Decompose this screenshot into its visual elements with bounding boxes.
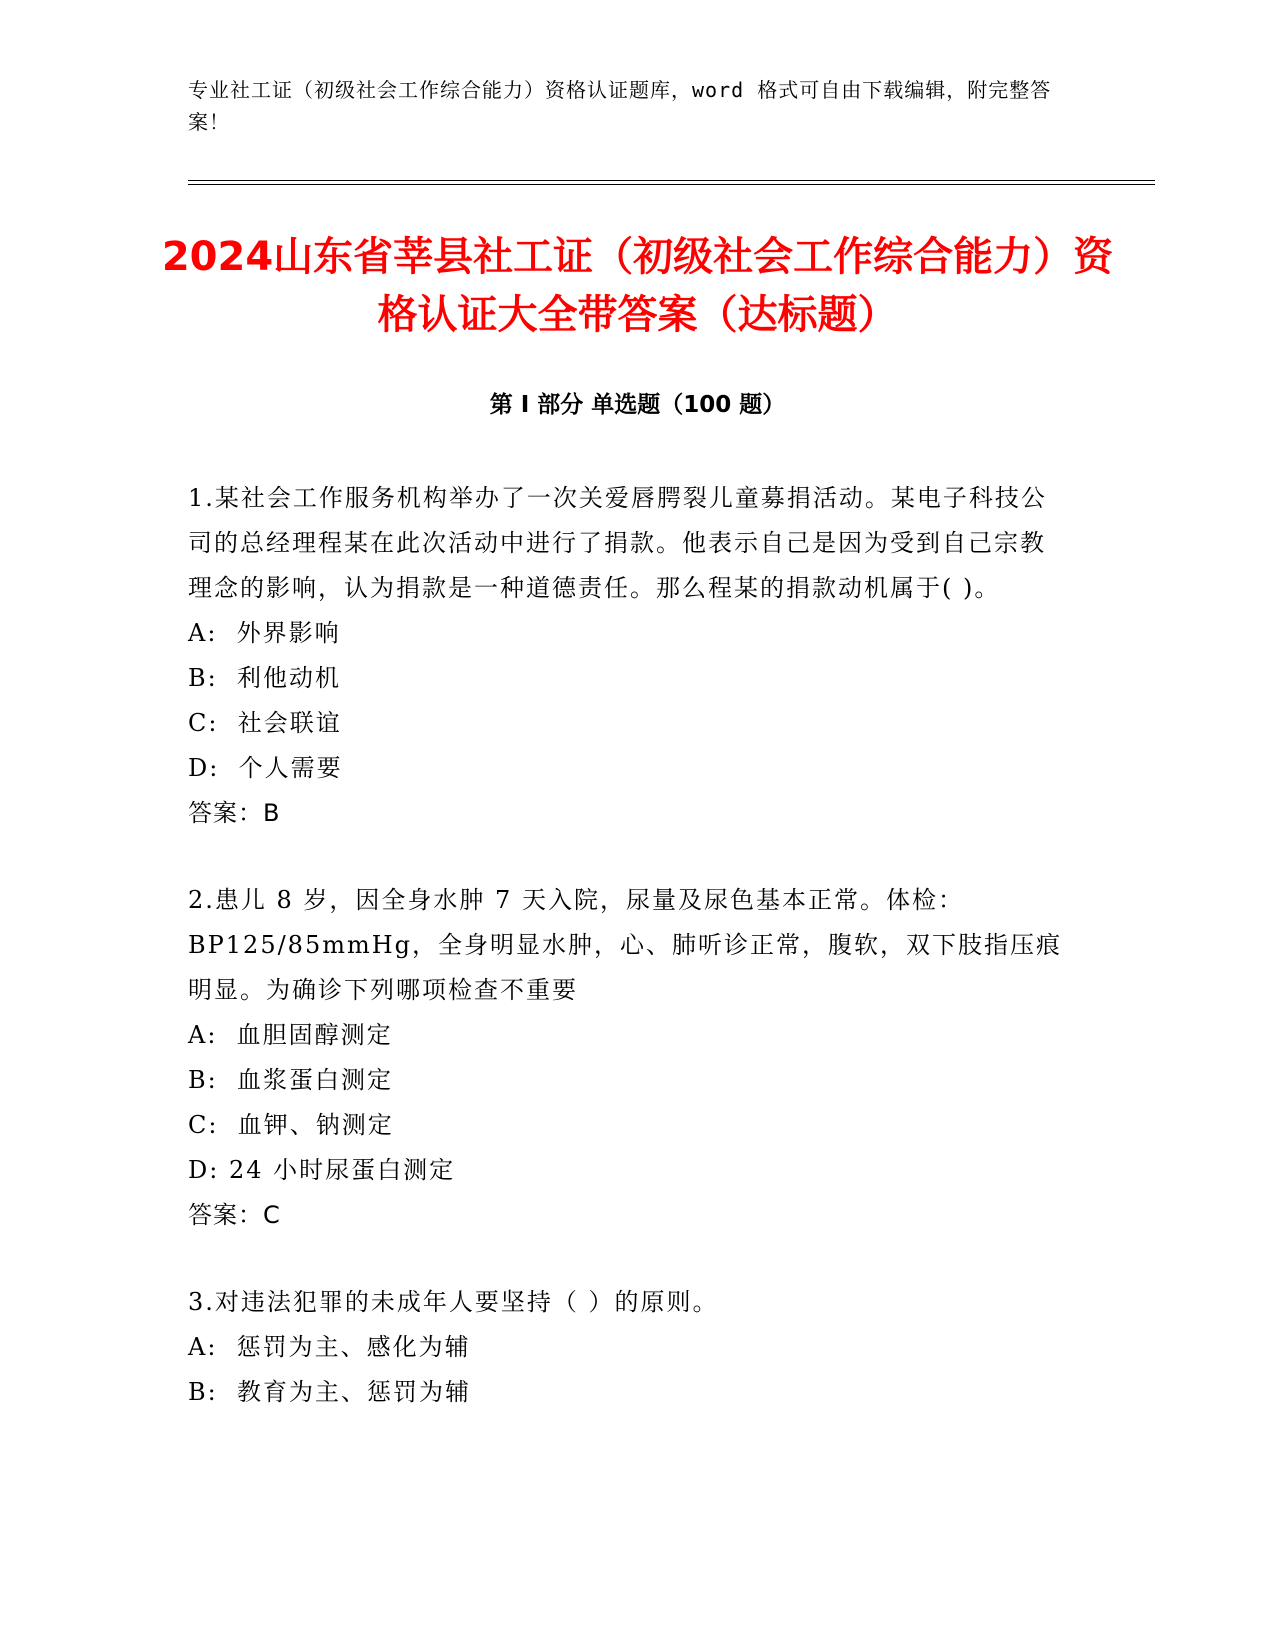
section-heading: 第 I 部分 单选题（100 题） <box>489 392 786 418</box>
option-a: A: 血胆固醇测定 <box>188 1021 393 1049</box>
option-b: B: 血浆蛋白测定 <box>188 1066 393 1094</box>
question-list <box>188 476 1068 1457</box>
header-divider <box>188 180 1155 181</box>
option-c: C: 社会联谊 <box>188 709 342 737</box>
question-stem: 1.某社会工作服务机构举办了一次关爱唇腭裂儿童募捐活动。某电子科技公司的总经理程某在此次活动中进行了捐款。他表示自己是因为受到自己宗教理念的影响，认为捐款是一种道德责任。那么程某的捐款动机属于( )。 <box>188 484 1047 602</box>
option-a: A: 惩罚为主、感化为辅 <box>188 1333 471 1361</box>
answer-line: 答案：C <box>188 1201 281 1229</box>
header-note: 专业社工证（初级社会工作综合能力）资格认证题库，word 格式可自由下载编辑，附完整答案！ <box>188 78 1052 134</box>
option-a: A: 外界影响 <box>188 619 341 647</box>
option-b: B: 教育为主、惩罚为辅 <box>188 1378 471 1406</box>
question-item <box>188 476 1068 836</box>
option-b: B: 利他动机 <box>188 664 341 692</box>
document-title: 2024山东省莘县社工证（初级社会工作综合能力）资格认证大全带答案（达标题） <box>161 234 1114 338</box>
answer-line: 答案：B <box>188 799 281 827</box>
question-stem: 3.对违法犯罪的未成年人要坚持（ ）的原则。 <box>188 1288 719 1316</box>
option-d: D: 24 小时尿蛋白测定 <box>188 1156 456 1184</box>
question-item <box>188 878 1068 1238</box>
question-stem: 2.患儿 8 岁，因全身水肿 7 天入院，尿量及尿色基本正常。体检：BP125/85mmHg，全身明显水肿，心、肺听诊正常，腹软，双下肢指压痕明显。为确诊下列哪项检查不重要 <box>188 886 1063 1004</box>
question-item <box>188 1280 1068 1415</box>
option-d: D: 个人需要 <box>188 754 343 782</box>
option-c: C: 血钾、钠测定 <box>188 1111 394 1139</box>
header-divider <box>188 184 1155 185</box>
